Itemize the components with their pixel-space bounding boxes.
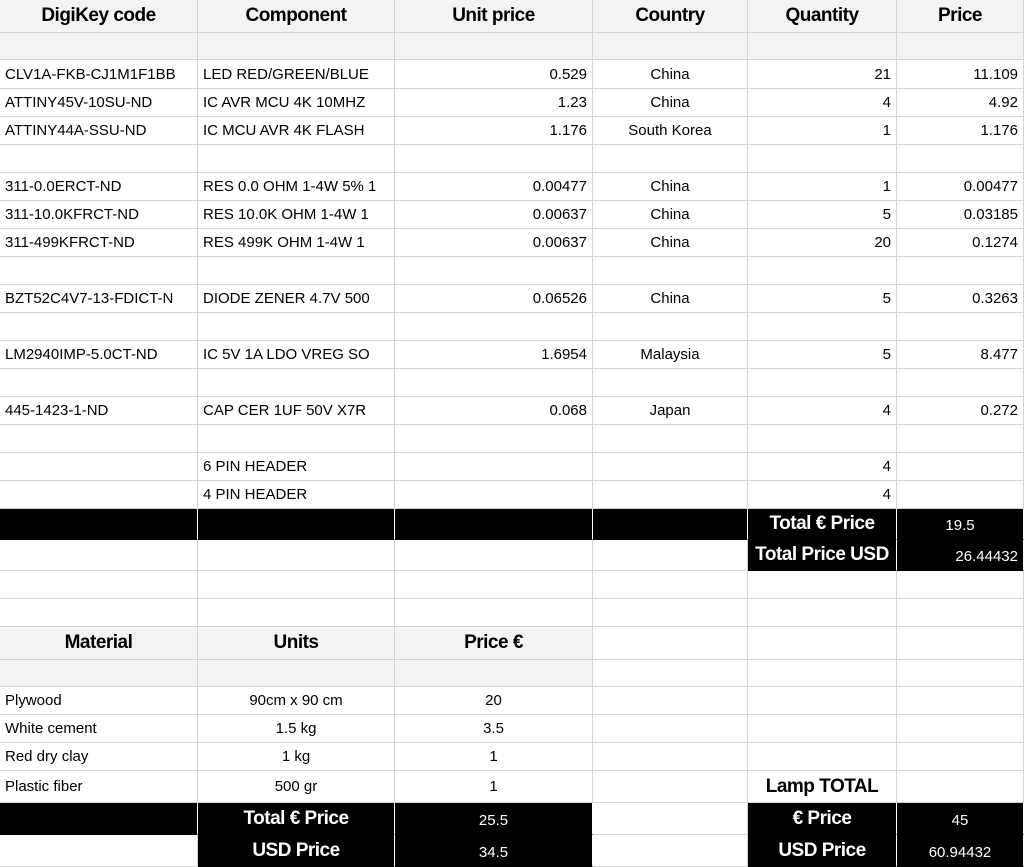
empty-cell[interactable] — [593, 803, 748, 835]
unit-price-cell[interactable]: 0.06526 — [395, 285, 593, 313]
column-header-price[interactable]: Price — [897, 0, 1024, 33]
empty-cell[interactable] — [593, 453, 748, 481]
quantity-cell[interactable]: 4 — [748, 481, 897, 509]
empty-cell[interactable] — [897, 369, 1024, 397]
digikey-code-cell[interactable]: CLV1A-FKB-CJ1M1F1BB — [0, 60, 198, 89]
empty-cell[interactable] — [748, 257, 897, 285]
total-eur-label[interactable]: Total € Price — [748, 509, 897, 540]
header-spacer-cell[interactable] — [198, 660, 395, 687]
empty-cell[interactable] — [395, 599, 593, 627]
column-header-component[interactable]: Component — [198, 0, 395, 33]
empty-cell[interactable] — [897, 313, 1024, 341]
material-name-cell[interactable]: White cement — [0, 715, 198, 743]
material-name-cell[interactable]: Plywood — [0, 687, 198, 715]
material-units-cell[interactable]: 90cm x 90 cm — [198, 687, 395, 715]
column-header-unit-price[interactable]: Unit price — [395, 0, 593, 33]
price-cell[interactable]: 0.272 — [897, 397, 1024, 425]
empty-cell[interactable] — [748, 627, 897, 660]
empty-cell[interactable] — [748, 313, 897, 341]
material-units-cell[interactable]: 1.5 kg — [198, 715, 395, 743]
materials-total-eur-value[interactable]: 25.5 — [395, 803, 593, 835]
quantity-cell[interactable]: 5 — [748, 341, 897, 369]
empty-cell[interactable] — [593, 369, 748, 397]
column-header-country[interactable]: Country — [593, 0, 748, 33]
quantity-cell[interactable]: 5 — [748, 285, 897, 313]
empty-cell[interactable] — [0, 481, 198, 509]
quantity-cell[interactable]: 1 — [748, 173, 897, 201]
lamp-total-title[interactable]: Lamp TOTAL — [748, 771, 897, 803]
price-cell[interactable]: 1.176 — [897, 117, 1024, 145]
empty-cell[interactable] — [593, 313, 748, 341]
empty-cell[interactable] — [897, 743, 1024, 771]
header-spacer-cell[interactable] — [395, 33, 593, 60]
empty-cell[interactable] — [748, 369, 897, 397]
empty-cell[interactable] — [897, 771, 1024, 803]
materials-header-material[interactable]: Material — [0, 627, 198, 660]
component-cell[interactable]: IC MCU AVR 4K FLASH — [198, 117, 395, 145]
country-cell[interactable]: China — [593, 89, 748, 117]
unit-price-cell[interactable]: 0.00637 — [395, 229, 593, 257]
digikey-code-cell[interactable]: 311-10.0KFRCT-ND — [0, 201, 198, 229]
component-cell[interactable]: IC AVR MCU 4K 10MHZ — [198, 89, 395, 117]
unit-price-cell[interactable]: 0.00477 — [395, 173, 593, 201]
materials-header-price-eur[interactable]: Price € — [395, 627, 593, 660]
price-cell[interactable]: 0.03185 — [897, 201, 1024, 229]
empty-cell[interactable] — [748, 425, 897, 453]
empty-cell[interactable] — [897, 660, 1024, 687]
empty-cell[interactable] — [395, 425, 593, 453]
header-spacer-cell[interactable] — [0, 33, 198, 60]
digikey-code-cell[interactable]: LM2940IMP-5.0CT-ND — [0, 341, 198, 369]
materials-header-units[interactable]: Units — [198, 627, 395, 660]
empty-cell[interactable] — [897, 257, 1024, 285]
quantity-cell[interactable]: 5 — [748, 201, 897, 229]
empty-cell[interactable] — [897, 481, 1024, 509]
material-price-cell[interactable]: 3.5 — [395, 715, 593, 743]
empty-cell[interactable] — [593, 425, 748, 453]
empty-cell[interactable] — [198, 571, 395, 599]
empty-cell[interactable] — [0, 313, 198, 341]
total-band-cell[interactable] — [395, 509, 593, 540]
digikey-code-cell[interactable]: BZT52C4V7-13-FDICT-N — [0, 285, 198, 313]
lamp-eur-value[interactable]: 45 — [897, 803, 1024, 835]
empty-cell[interactable] — [748, 743, 897, 771]
digikey-code-cell[interactable]: 311-0.0ERCT-ND — [0, 173, 198, 201]
empty-cell[interactable] — [748, 571, 897, 599]
empty-cell[interactable] — [395, 453, 593, 481]
empty-cell[interactable] — [198, 540, 395, 571]
unit-price-cell[interactable]: 1.23 — [395, 89, 593, 117]
lamp-eur-label[interactable]: € Price — [748, 803, 897, 835]
country-cell[interactable]: Malaysia — [593, 341, 748, 369]
empty-cell[interactable] — [395, 540, 593, 571]
empty-cell[interactable] — [198, 313, 395, 341]
empty-cell[interactable] — [0, 835, 198, 867]
empty-cell[interactable] — [593, 715, 748, 743]
empty-cell[interactable] — [593, 627, 748, 660]
header-spacer-cell[interactable] — [395, 660, 593, 687]
empty-cell[interactable] — [593, 571, 748, 599]
quantity-cell[interactable]: 4 — [748, 89, 897, 117]
unit-price-cell[interactable]: 0.529 — [395, 60, 593, 89]
digikey-code-cell[interactable]: 445-1423-1-ND — [0, 397, 198, 425]
country-cell[interactable]: South Korea — [593, 117, 748, 145]
empty-cell[interactable] — [198, 599, 395, 627]
price-cell[interactable]: 0.1274 — [897, 229, 1024, 257]
component-cell[interactable]: CAP CER 1UF 50V X7R — [198, 397, 395, 425]
materials-usd-label[interactable]: USD Price — [198, 835, 395, 867]
country-cell[interactable]: China — [593, 60, 748, 89]
country-cell[interactable]: Japan — [593, 397, 748, 425]
empty-cell[interactable] — [593, 835, 748, 867]
empty-cell[interactable] — [897, 571, 1024, 599]
empty-cell[interactable] — [748, 660, 897, 687]
lamp-usd-value[interactable]: 60.94432 — [897, 835, 1024, 867]
empty-cell[interactable] — [0, 425, 198, 453]
empty-cell[interactable] — [593, 145, 748, 173]
quantity-cell[interactable]: 4 — [748, 397, 897, 425]
country-cell[interactable]: China — [593, 201, 748, 229]
unit-price-cell[interactable]: 0.00637 — [395, 201, 593, 229]
country-cell[interactable]: China — [593, 229, 748, 257]
empty-cell[interactable] — [395, 481, 593, 509]
empty-cell[interactable] — [395, 257, 593, 285]
empty-cell[interactable] — [395, 369, 593, 397]
material-name-cell[interactable]: Red dry clay — [0, 743, 198, 771]
empty-cell[interactable] — [897, 687, 1024, 715]
empty-cell[interactable] — [897, 599, 1024, 627]
material-price-cell[interactable]: 1 — [395, 771, 593, 803]
component-cell[interactable]: DIODE ZENER 4.7V 500 — [198, 285, 395, 313]
empty-cell[interactable] — [395, 313, 593, 341]
component-cell[interactable]: IC 5V 1A LDO VREG SO — [198, 341, 395, 369]
price-cell[interactable]: 4.92 — [897, 89, 1024, 117]
component-cell[interactable]: LED RED/GREEN/BLUE — [198, 60, 395, 89]
material-units-cell[interactable]: 1 kg — [198, 743, 395, 771]
empty-cell[interactable] — [593, 481, 748, 509]
material-price-cell[interactable]: 20 — [395, 687, 593, 715]
quantity-cell[interactable]: 20 — [748, 229, 897, 257]
materials-usd-value[interactable]: 34.5 — [395, 835, 593, 867]
empty-cell[interactable] — [593, 743, 748, 771]
empty-cell[interactable] — [593, 257, 748, 285]
lamp-usd-label[interactable]: USD Price — [748, 835, 897, 867]
price-cell[interactable]: 11.109 — [897, 60, 1024, 89]
price-cell[interactable]: 0.3263 — [897, 285, 1024, 313]
header-spacer-cell[interactable] — [897, 33, 1024, 60]
country-cell[interactable]: China — [593, 173, 748, 201]
material-name-cell[interactable]: Plastic fiber — [0, 771, 198, 803]
empty-cell[interactable] — [593, 771, 748, 803]
quantity-cell[interactable]: 4 — [748, 453, 897, 481]
empty-cell[interactable] — [395, 571, 593, 599]
total-band-cell[interactable] — [198, 509, 395, 540]
empty-cell[interactable] — [0, 145, 198, 173]
total-usd-label[interactable]: Total Price USD — [748, 540, 897, 571]
digikey-code-cell[interactable]: ATTINY44A-SSU-ND — [0, 117, 198, 145]
unit-price-cell[interactable]: 1.176 — [395, 117, 593, 145]
total-eur-value[interactable]: 19.5 — [897, 509, 1024, 540]
empty-cell[interactable] — [748, 687, 897, 715]
empty-cell[interactable] — [198, 369, 395, 397]
empty-cell[interactable] — [198, 257, 395, 285]
empty-cell[interactable] — [593, 660, 748, 687]
materials-total-eur-label[interactable]: Total € Price — [198, 803, 395, 835]
empty-cell[interactable] — [593, 599, 748, 627]
quantity-cell[interactable]: 1 — [748, 117, 897, 145]
digikey-code-cell[interactable]: 311-499KFRCT-ND — [0, 229, 198, 257]
total-band-cell[interactable] — [0, 509, 198, 540]
material-price-cell[interactable]: 1 — [395, 743, 593, 771]
unit-price-cell[interactable]: 0.068 — [395, 397, 593, 425]
empty-cell[interactable] — [897, 425, 1024, 453]
empty-cell[interactable] — [897, 453, 1024, 481]
empty-cell[interactable] — [748, 145, 897, 173]
header-spacer-cell[interactable] — [0, 660, 198, 687]
empty-cell[interactable] — [0, 257, 198, 285]
empty-cell[interactable] — [0, 453, 198, 481]
total-band-cell[interactable] — [0, 803, 198, 835]
empty-cell[interactable] — [593, 540, 748, 571]
empty-cell[interactable] — [0, 571, 198, 599]
empty-cell[interactable] — [0, 599, 198, 627]
header-spacer-cell[interactable] — [593, 33, 748, 60]
price-cell[interactable]: 8.477 — [897, 341, 1024, 369]
empty-cell[interactable] — [897, 145, 1024, 173]
total-usd-value[interactable]: 26.44432 — [897, 540, 1024, 571]
country-cell[interactable]: China — [593, 285, 748, 313]
component-cell[interactable]: 6 PIN HEADER — [198, 453, 395, 481]
empty-cell[interactable] — [395, 145, 593, 173]
component-cell[interactable]: RES 0.0 OHM 1-4W 5% 1 — [198, 173, 395, 201]
unit-price-cell[interactable]: 1.6954 — [395, 341, 593, 369]
empty-cell[interactable] — [748, 715, 897, 743]
component-cell[interactable]: RES 10.0K OHM 1-4W 1 — [198, 201, 395, 229]
empty-cell[interactable] — [897, 715, 1024, 743]
component-cell[interactable]: 4 PIN HEADER — [198, 481, 395, 509]
component-cell[interactable]: RES 499K OHM 1-4W 1 — [198, 229, 395, 257]
header-spacer-cell[interactable] — [198, 33, 395, 60]
empty-cell[interactable] — [198, 145, 395, 173]
price-cell[interactable]: 0.00477 — [897, 173, 1024, 201]
total-band-cell[interactable] — [593, 509, 748, 540]
column-header-digikey-code[interactable]: DigiKey code — [0, 0, 198, 33]
empty-cell[interactable] — [748, 599, 897, 627]
header-spacer-cell[interactable] — [748, 33, 897, 60]
column-header-quantity[interactable]: Quantity — [748, 0, 897, 33]
digikey-code-cell[interactable]: ATTINY45V-10SU-ND — [0, 89, 198, 117]
empty-cell[interactable] — [198, 425, 395, 453]
empty-cell[interactable] — [897, 627, 1024, 660]
quantity-cell[interactable]: 21 — [748, 60, 897, 89]
empty-cell[interactable] — [0, 369, 198, 397]
empty-cell[interactable] — [0, 540, 198, 571]
empty-cell[interactable] — [593, 687, 748, 715]
material-units-cell[interactable]: 500 gr — [198, 771, 395, 803]
